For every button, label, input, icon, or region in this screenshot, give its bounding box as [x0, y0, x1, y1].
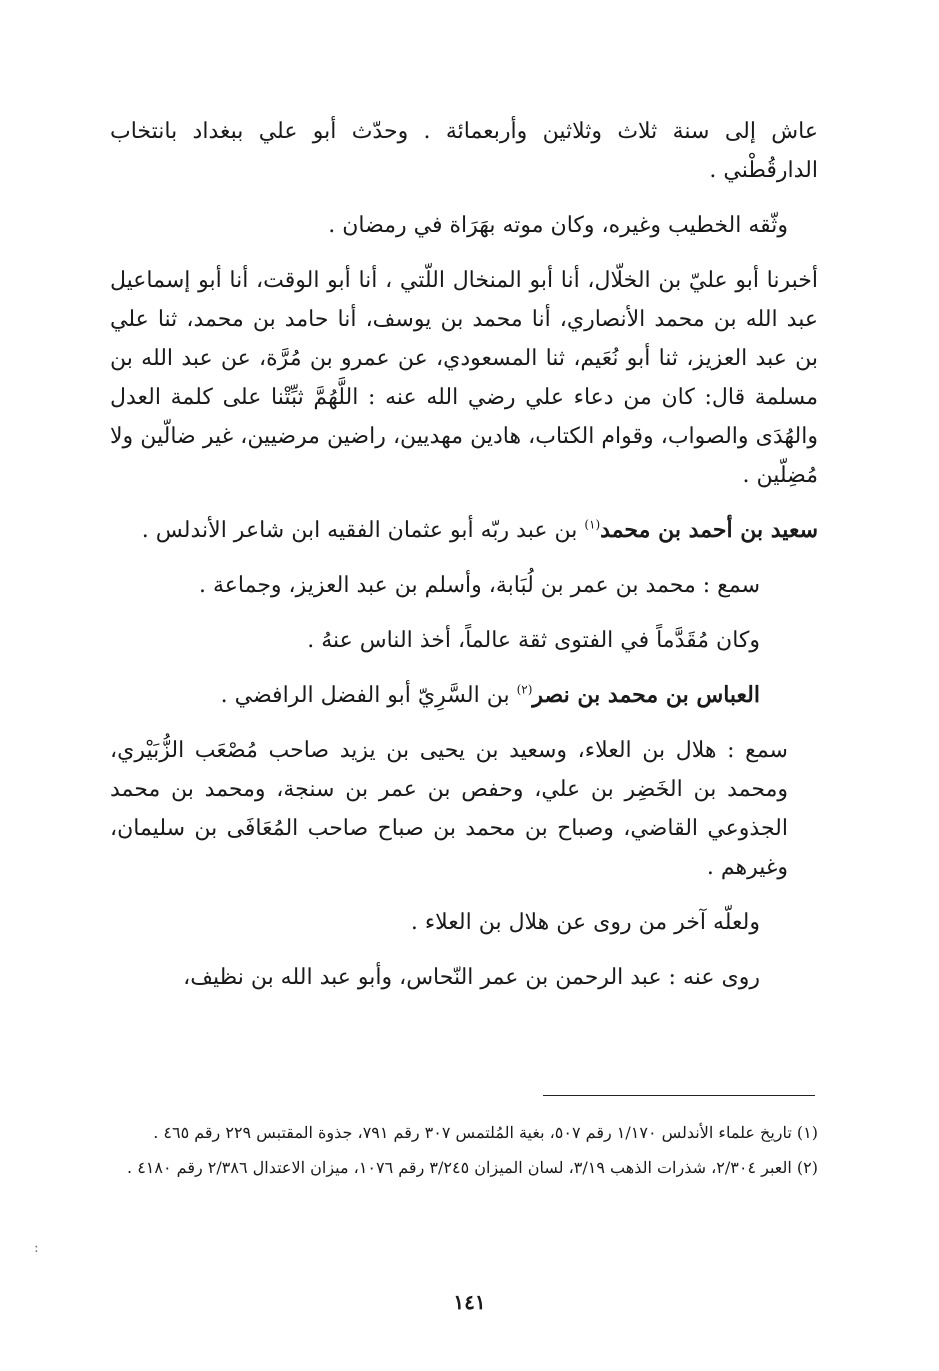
- paragraph: وكان مُقَدَّماً في الفتوى ثقة عالماً، أخذ الناس عنهُ .: [307, 628, 760, 653]
- paragraph: سمع : هلال بن العلاء، وسعيد بن يحيى بن يزيد صاحب مُصْعَب الزُّبَيْري، ومحمد بن الخَضِر بن علي، وحفص بن عمر بن سنجة، ومحمد بن محمد الجذوعي القاضي، وصباح بن محمد بن صباح صاحب المُعَافَى بن سليمان، وغيرهم .: [110, 738, 788, 880]
- entry-description: بن السَّرِيّ أبو الفضل الرافضي .: [220, 683, 517, 708]
- paragraph: عاش إلى سنة ثلاث وثلاثين وأربعمائة . وحدّث أبو علي ببغداد بانتخاب الدارقُطْني .: [110, 119, 818, 183]
- entry-description: بن عبد ربّه أبو عثمان الفقيه ابن شاعر الأندلس .: [141, 518, 585, 543]
- paragraph: أخبرنا أبو عليّ بن الخلّال، أنا أبو المنخال اللّتي ، أنا أبو الوقت، أنا أبو إسماعيل عبد الله بن محمد الأنصاري، أنا محمد بن يوسف، أنا حامد بن محمد، ثنا علي بن عبد العزيز، ثنا أبو نُعَيم، ثنا المسعودي، عن عمرو بن مُرَّة، عن عبد الله بن مسلمة قال: كان من دعاء علي رضي الله عنه : اللَّهُمَّ ثبِّتْنا على كلمة العدل والهُدَى والصواب، وقوام الكتاب، هادين مهديين، راضين مرضيين، غير ضالّين ولا مُضِلّين .: [110, 268, 818, 488]
- biography-entry-heading: [110, 511, 818, 550]
- paragraph: وثّقه الخطيب وغيره، وكان موته بهَرَاة في رمضان .: [328, 213, 788, 238]
- page-number: ١٤١: [453, 1290, 486, 1314]
- biography-entry-heading: [110, 676, 818, 715]
- footnote-divider: [543, 1095, 815, 1096]
- paragraph: روى عنه : عبد الرحمن بن عمر النّحاس، وأبو عبد الله بن نظيف،: [183, 965, 760, 990]
- footnote-reference: (١): [584, 517, 601, 532]
- footnote-reference: (٢): [516, 682, 533, 697]
- margin-mark: :: [34, 1240, 39, 1256]
- footnote: (٢) العبر ٢/٣٠٤، شذرات الذهب ٣/١٩، لسان الميزان ٣/٢٤٥ رقم ١٠٧٦، ميزان الاعتدال ٢/٣٨٦ رقم ٤١٨٠ .: [127, 1158, 818, 1177]
- paragraph: ولعلّه آخر من روى عن هلال بن العلاء .: [410, 910, 760, 935]
- entry-name: سعيد بن أحمد بن محمد: [600, 517, 818, 543]
- footnotes: [118, 1118, 818, 1188]
- paragraph: سمع : محمد بن عمر بن لُبَابة، وأسلم بن عبد العزيز، وجماعة .: [199, 573, 760, 598]
- main-text: [110, 112, 818, 1013]
- footnote: (١) تاريخ علماء الأندلس ١/١٧٠ رقم ٥٠٧، بغية المُلتمس ٣٠٧ رقم ٧٩١، جذوة المقتبس ٢٢٩ رقم ٤٦٥ .: [153, 1123, 818, 1142]
- entry-name: العباس بن محمد بن نصر: [532, 682, 760, 708]
